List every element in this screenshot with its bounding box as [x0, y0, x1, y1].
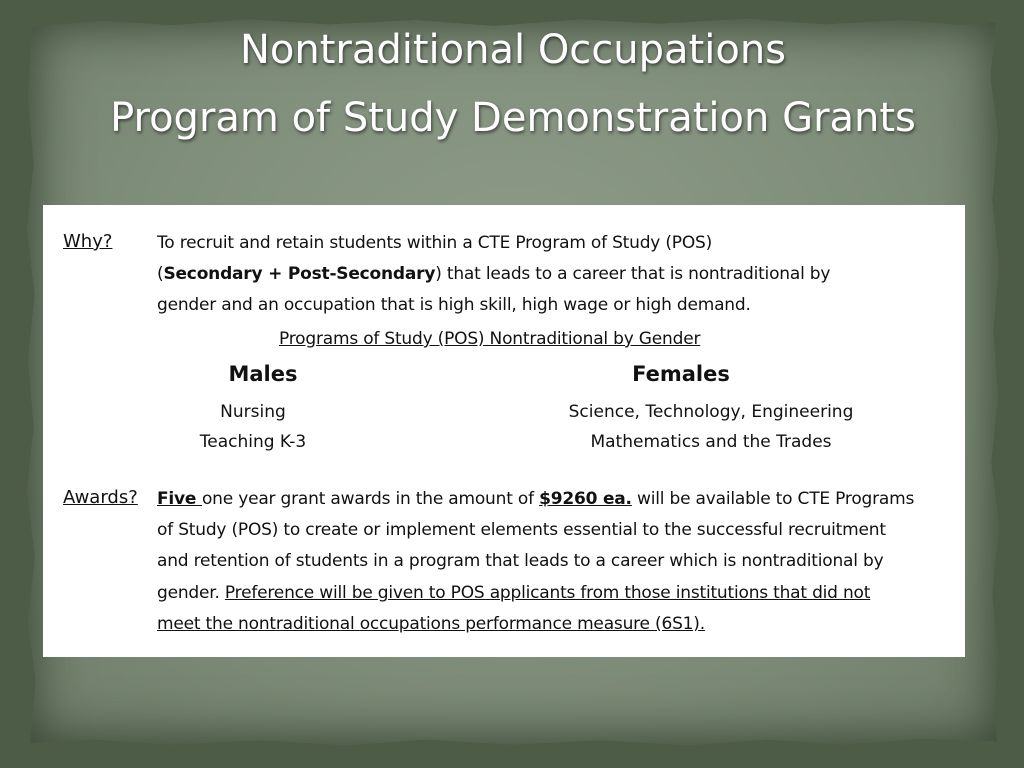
awards-line-1-mid: one year grant awards in the amount of — [201, 489, 540, 509]
slide-title-line2: Program of Study Demonstration Grants — [110, 95, 916, 141]
slide-title-line1: Nontraditional Occupations — [239, 27, 787, 73]
females-item-2: Mathematics and the Trades — [590, 432, 832, 452]
males-item-2: Teaching K-3 — [199, 432, 307, 452]
awards-line-4 — [157, 583, 870, 603]
awards-five: Five — [157, 489, 202, 509]
why-line-3: gender and an occupation that is high skill, high wage or high demand. — [157, 295, 751, 315]
awards-line-1-rest: will be available to CTE Programs — [631, 489, 915, 509]
why-label: Why? — [63, 231, 113, 252]
why-line-1: To recruit and retain students within a CTE Program of Study (POS) — [157, 233, 713, 253]
why-line-2-bold: Secondary + Post-Secondary — [163, 264, 436, 284]
awards-line-3: and retention of students in a program that leads to a career which is nontraditional by — [157, 551, 884, 571]
why-line-2-open: ( — [157, 264, 164, 284]
awards-line-1 — [157, 489, 914, 509]
females-item-1: Science, Technology, Engineering — [568, 402, 854, 422]
why-line-2-rest: ) that leads to a career that is nontraditional by — [435, 264, 831, 284]
females-header: Females — [632, 362, 730, 386]
awards-label: Awards? — [63, 487, 138, 508]
pos-heading: Programs of Study (POS) Nontraditional by Gender — [279, 329, 701, 349]
awards-line-5: meet the nontraditional occupations performance measure (6S1). — [157, 614, 705, 634]
awards-preference: Preference will be given to POS applicants from those institutions that did not — [224, 583, 871, 603]
content-panel — [43, 205, 965, 657]
awards-line-4-plain: gender. — [157, 583, 225, 603]
males-header: Males — [228, 362, 298, 386]
males-item-1: Nursing — [220, 402, 286, 422]
why-line-2 — [157, 264, 830, 284]
awards-amount: $9260 ea. — [539, 489, 632, 509]
awards-line-2: of Study (POS) to create or implement elements essential to the successful recruitment — [157, 520, 886, 540]
